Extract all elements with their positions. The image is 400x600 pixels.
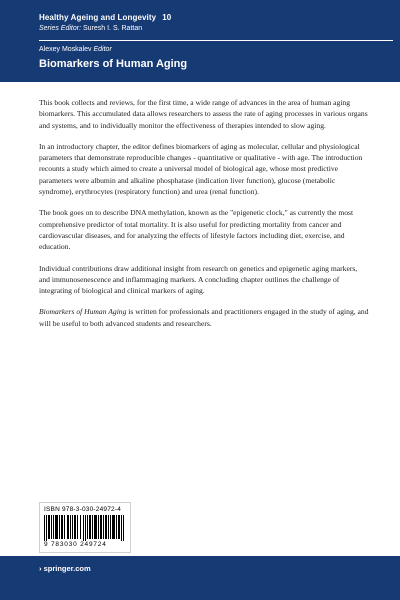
barcode-box xyxy=(39,502,131,553)
book-editor-label: Editor xyxy=(93,46,112,53)
blurb-paragraph-5-text: is written for professionals and practitioners engaged in the study of aging, and will be useful to both advanced students and researchers. xyxy=(39,307,369,328)
barcode-bars xyxy=(44,515,126,541)
header-band xyxy=(0,0,400,82)
publisher-link[interactable]: › springer.com xyxy=(39,564,91,573)
series-title xyxy=(39,13,171,22)
blurb xyxy=(39,97,369,339)
blurb-paragraph-2: In an introductory chapter, the editor defines biomarkers of aging as molecular, cellular and physiological parameters that demonstrate reproducible changes - quantitative or qualitative - with age. The introduction recounts a study which aimed to create a universal model of biological age, whose most predictive parameters were albumin and alkaline phosphatase (indication liver function), glucose (metabolic syndrome), erythrocytes (respiratory function) and urea (renal function). xyxy=(39,141,363,197)
blurb-paragraph-1: This book collects and reviews, for the first time, a wide range of advances in the area of human aging biomarkers. This accumulated data allows researchers to assess the rate of aging processes in various organs and systems, and to individually monitor the effectiveness of therapies intended to slow aging. xyxy=(39,98,368,130)
blurb-book-title: Biomarkers of Human Aging xyxy=(39,307,127,317)
header-divider xyxy=(39,40,393,41)
blurb-paragraph-5 xyxy=(39,306,369,329)
blurb-paragraph-3: The book goes on to describe DNA methylation, known as the "epigenetic clock," as currently the most comprehensive predictor of total mortality. It is also useful for predicting mortality from cancer and cardiovascular diseases, and for analyzing the effects of lifestyle factors including diet, exercise, and education. xyxy=(39,208,354,252)
footer-band xyxy=(0,556,400,600)
book-editor-name: Alexey Moskalev xyxy=(39,46,92,53)
series-volume: 10 xyxy=(162,13,172,22)
book-editor xyxy=(39,46,112,53)
barcode-bar-group xyxy=(44,515,124,541)
series-editor-name: Suresh I. S. Rattan xyxy=(82,25,143,32)
series-name: Healthy Ageing and Longevity xyxy=(39,13,157,22)
book-title: Biomarkers of Human Aging xyxy=(39,58,188,70)
series-editor xyxy=(39,25,142,32)
isbn-label: ISBN 978-3-030-24972-4 xyxy=(44,506,122,513)
series-editor-label: Series Editor: xyxy=(39,25,82,32)
blurb-paragraph-4: Individual contributions draw additional insight from research on genetics and epigenetic aging markers, and immunosenescence and inflammaging markers. A concluding chapter outlines the challenge of integrating of biological and clinical markers of aging. xyxy=(39,263,358,296)
barcode-digits: 9 783030 249724 xyxy=(44,541,107,548)
